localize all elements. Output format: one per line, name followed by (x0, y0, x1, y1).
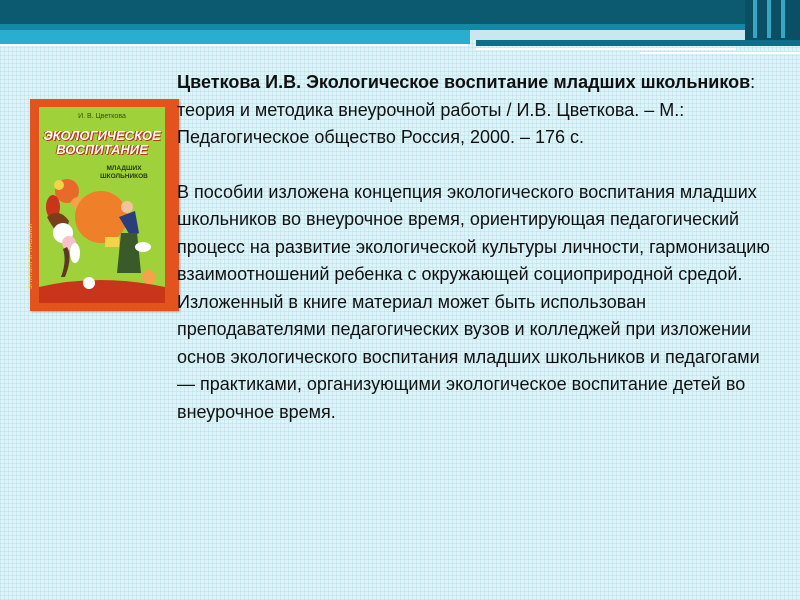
header-divider-line (640, 52, 800, 54)
header-divider-line (476, 48, 736, 50)
book-cover-title: ЭКОЛОГИЧЕСКОЕ ВОСПИТАНИЕ (43, 128, 161, 157)
book-cover-illustration (39, 177, 165, 303)
header-band-right-dark (476, 40, 800, 46)
book-cover-subtitle: МЛАДШИХ ШКОЛЬНИКОВ (100, 165, 148, 180)
header-band-dark (0, 0, 800, 24)
book-description (177, 69, 777, 426)
citation-paragraph (177, 69, 777, 152)
book-cover-panel (39, 107, 165, 303)
citation-details: : теория и методика внеурочной работы / И.В. Цветкова. – М.: Педагогическое общество Россия, 2000. – 176 с. (177, 72, 756, 147)
description-paragraph-1: В пособии изложена концепция экологического воспитания младших школьников во внеурочное время, ориентирующая педагогический процесс на развитие экологической культуры личности, гармонизацию взаимоотношений ребенка с окружающей социоприродной средой. (177, 181, 770, 284)
header-divider-line (0, 44, 468, 46)
book-cover-image (30, 99, 179, 311)
description-paragraph-2: Изложенный в книге материал может быть использован преподавателями педагогических вузов и колледжей при изложении основ экологического воспитания младших школьников и педагогами — практиками, организующими экологическое воспитание детей во внеурочное время. (177, 291, 760, 422)
book-cover-spine-text: ЗНАНИЯ И НАВЫКИ (28, 223, 34, 289)
book-cover-author: И. В. Цветкова (78, 113, 126, 120)
citation-title: Цветкова И.В. Экологическое воспитание младших школьников (177, 72, 751, 92)
header-banner (0, 0, 800, 56)
header-band-light (0, 30, 470, 44)
header-corner-decoration (745, 0, 800, 40)
